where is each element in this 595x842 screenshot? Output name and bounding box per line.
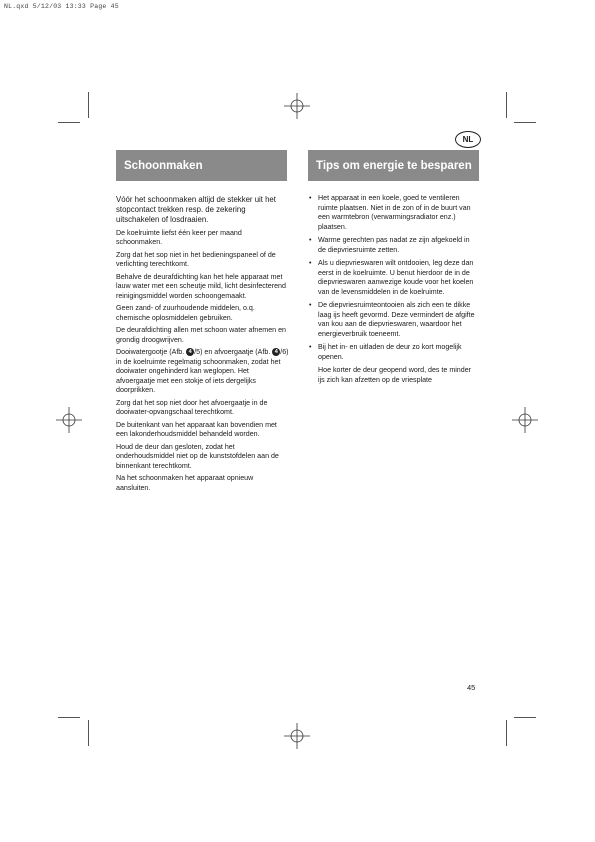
paragraph: Houd de deur dan gesloten, zodat het onderhoudsmiddel niet op de kunststofdelen aan de binnenkant terechtkomt. [116,442,279,470]
section-heading-energy-tips [308,150,479,181]
paragraph: Hoe korter de deur geopend word, des te minder ijs zich kan afzetten op de vriesplate [318,366,472,384]
list-item: • De diepvriesruimteontooien als zich een te dikke laag ijs heeft gevormd. Deze vermindert de afgifte van kou aan de diepvrieswaren, waardoor het energieverbruik toeneemt. [308,301,478,339]
paragraph: Na het schoonmaken het apparaat opnieuw aansluiten. [116,474,254,492]
cleaning-column [116,195,289,496]
figure-number-icon: 4 [186,348,194,356]
paragraph: De koelruimte liefst één keer per maand schoonmaken. [116,228,242,247]
page-number: 45 [467,683,476,692]
energy-tips-column [308,194,478,388]
language-badge: NL [455,131,481,148]
paragraph: De deurafdichting allen met schoon water afnemen en grondig droogwrijven. [116,326,286,344]
registration-mark-left [56,407,82,433]
paragraph: Behalve de deurafdichting kan het hele apparaat met lauw water met een scheutje mild, licht desinfecterend reinigingsmiddel worden schoongemaakt. [116,272,286,300]
paragraph: Vóór het schoonmaken altijd de stekker uit het stopcontact trekken resp. de zekering uitschakelen of losdraaien. [116,195,276,225]
text-fragment: Dooiwatergootje (Afb. [116,348,187,357]
section-heading-cleaning [116,150,287,181]
registration-mark-right [512,407,538,433]
tips-list [308,194,478,362]
heading-text: Schoonmaken [124,159,203,172]
text-fragment: /5) en afvoergaatje (Afb. [194,348,273,357]
heading-text: Tips om energie te besparen [316,159,472,172]
list-item: • Als u diepvrieswaren wilt ontdooien, leg deze dan eerst in de koelruimte. U benut hierdoor de in de diepvrieswaren aanwezige koude voor het koelen van de levensmiddelen in de koelruimte. [308,259,478,297]
paragraph: Geen zand- of zuurhoudende middelen, o.q. chemische oplosmiddelen gebruiken. [116,304,255,322]
figure-number-icon: 4 [272,348,280,356]
registration-mark-top [284,93,310,119]
paragraph: Zorg dat het sop niet door het afvoergaatje in de dooiwater-opvangschaal terechtkomt. [116,398,268,417]
paragraph: Zorg dat het sop niet in het bedieningspaneel of de verlichting terechtkomt. [116,250,276,269]
list-item: • Het apparaat in een koele, goed te ventileren ruimte plaatsen. Niet in de zon of in de buurt van een warmtebron (verwarmingsradiator enz.) plaatsen. [308,194,478,232]
paragraph: De buitenkant van het apparaat kan bovendien met een lakonderhoudsmiddel behandeld worden. [116,420,277,439]
registration-mark-bottom [284,723,310,749]
paragraph-figure-reference [116,348,289,396]
list-item: • Bij het in- en uitladen de deur zo kort mogelijk openen. [308,343,478,362]
text-fragment: /6) in de koelruimte regelmatig schoonmaken, zodat het dooiwater ongehinderd kan weglopen. Het afvoergaatje met een stokje of iets dergelijks doorprikken. [116,348,289,395]
print-slug: NL.qxd 5/12/03 13:33 Page 45 [4,3,119,10]
list-item: • Warme gerechten pas nadat ze zijn afgekoeld in de diepvriesruimte zetten. [308,236,478,255]
